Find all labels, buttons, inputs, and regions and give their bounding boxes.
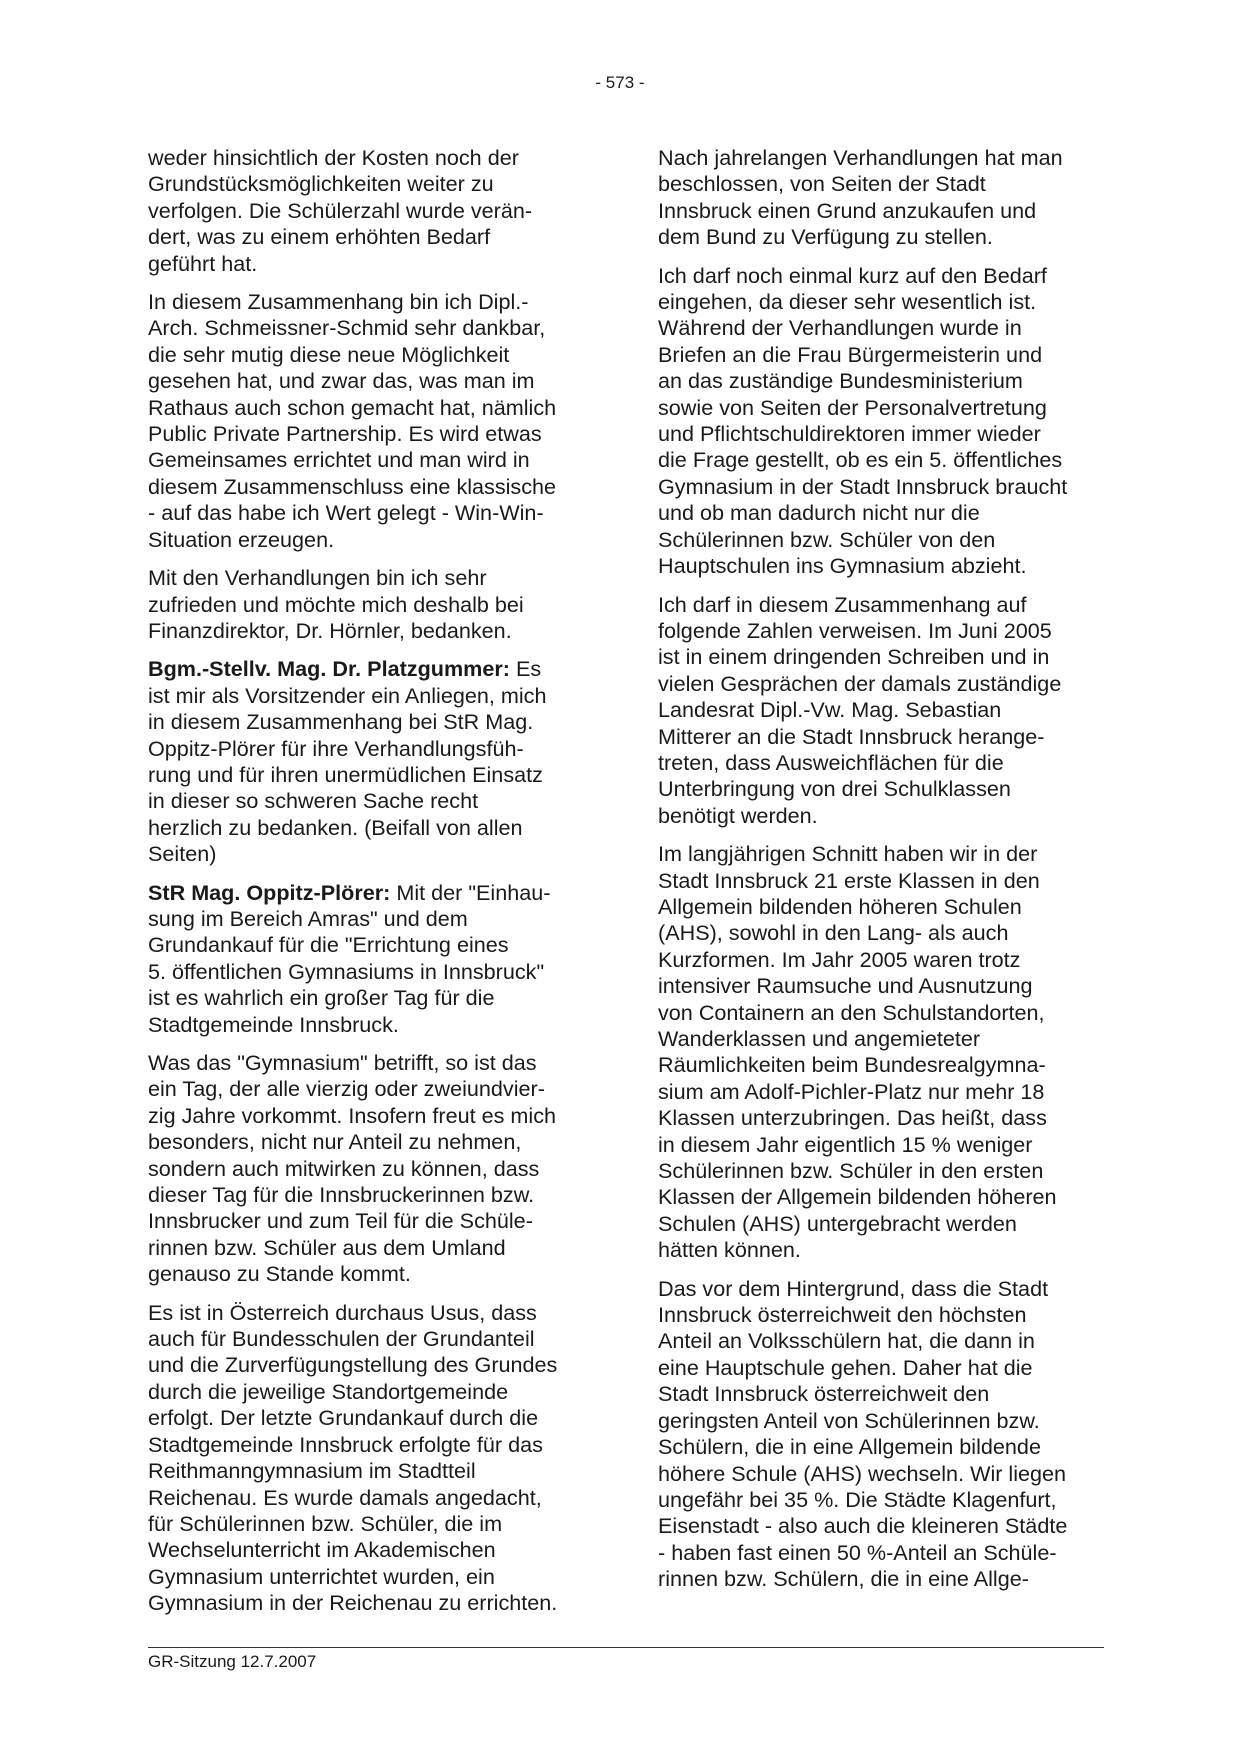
- speaker-name: StR Mag. Oppitz-Plörer:: [148, 879, 391, 905]
- text-line: sium am Adolf-Pichler-Platz nur mehr 18: [658, 1078, 1045, 1104]
- text-line: Gymnasium in der Stadt Innsbruck braucht: [658, 473, 1068, 499]
- text-line: Räumlichkeiten beim Bundesrealgymna-: [658, 1052, 1046, 1078]
- text-line: ein Tag, der alle vierzig oder zweiundvier-: [148, 1076, 545, 1102]
- text-line: in dieser so schweren Sache recht: [148, 788, 479, 814]
- text-line: von Containern an den Schulstandorten,: [658, 999, 1045, 1025]
- text-line: diesem Zusammenschluss eine klassische: [148, 473, 557, 499]
- text-line: Es ist in Österreich durchaus Usus, dass: [148, 1299, 537, 1325]
- text-line: Eisenstadt - also auch die kleineren Städte: [658, 1513, 1068, 1539]
- text-line: dert, was zu einem erhöhten Bedarf: [148, 224, 491, 250]
- text-line: intensiver Raumsuche und Ausnutzung: [658, 973, 1033, 999]
- text-line: Grundstücksmöglichkeiten weiter zu: [148, 171, 494, 197]
- text-line: Gemeinsames errichtet und man wird in: [148, 447, 530, 473]
- text-line: Kurzformen. Im Jahr 2005 waren trotz: [658, 946, 1021, 972]
- text-line: [148, 880, 593, 906]
- text-line: Finanzdirektor, Dr. Hörnler, bedanken.: [148, 617, 512, 643]
- text-line: Hauptschulen ins Gymnasium abzieht.: [658, 553, 1027, 579]
- text-line: Schülerinnen bzw. Schüler in den ersten: [658, 1158, 1044, 1184]
- text-line: sondern auch mitwirken zu können, dass: [148, 1155, 540, 1181]
- text-line: Reichenau. Es wurde damals angedacht,: [148, 1484, 542, 1510]
- text-line: - auf das habe ich Wert gelegt - Win-Win-: [148, 500, 544, 526]
- text-line: gesehen hat, und zwar das, was man im: [148, 368, 535, 394]
- right-column: [658, 145, 1108, 1605]
- text-line: Schülerinnen bzw. Schüler von den: [658, 526, 996, 552]
- text-line: Mit den Verhandlungen bin ich sehr: [148, 565, 487, 591]
- text-line: auch für Bundesschulen der Grundanteil: [148, 1326, 535, 1352]
- paragraph: [148, 289, 593, 553]
- paragraph: [658, 841, 1108, 1264]
- text-line: [148, 656, 593, 682]
- text-line: dieser Tag für die Innsbruckerinnen bzw.: [148, 1182, 535, 1208]
- text-line: erfolgt. Der letzte Grundankauf durch die: [148, 1405, 539, 1431]
- text-line: Innsbruck einen Grund anzukaufen und: [658, 197, 1037, 223]
- paragraph: [658, 145, 1108, 251]
- text-line: rinnen bzw. Schülern, die in eine Allge-: [658, 1566, 1029, 1592]
- text-line: und ob man dadurch nicht nur die: [658, 500, 980, 526]
- text-line: Gymnasium unterrichtet wurden, ein: [148, 1563, 495, 1589]
- text-line: in diesem Jahr eigentlich 15 % weniger: [658, 1131, 1033, 1157]
- text-line: eine Hauptschule gehen. Daher hat die: [658, 1354, 1033, 1380]
- text-line: - haben fast einen 50 %-Anteil an Schüle-: [658, 1539, 1057, 1565]
- text-line: die sehr mutig diese neue Möglichkeit: [148, 341, 510, 367]
- text-line: In diesem Zusammenhang bin ich Dipl.-: [148, 289, 529, 315]
- text-line: weder hinsichtlich der Kosten noch der: [148, 145, 519, 170]
- text-line: für Schülerinnen bzw. Schüler, die im: [148, 1510, 503, 1536]
- text-line: vielen Gesprächen der damals zuständige: [658, 670, 1062, 696]
- paragraph: [658, 592, 1108, 830]
- text-line: höhere Schule (AHS) wechseln. Wir liegen: [658, 1460, 1067, 1486]
- paragraph: [148, 1300, 593, 1617]
- text-line: ungefähr bei 35 %. Die Städte Klagenfurt,: [658, 1486, 1057, 1512]
- text-line: Nach jahrelangen Verhandlungen hat man: [658, 145, 1063, 170]
- text-line: und die Zurverfügungstellung des Grundes: [148, 1352, 558, 1378]
- paragraph: [148, 1050, 593, 1288]
- paragraph: [148, 880, 593, 1038]
- speaker-name: Bgm.-Stellv. Mag. Dr. Platzgummer:: [148, 656, 510, 682]
- text-line: Landesrat Dipl.-Vw. Mag. Sebastian: [658, 697, 1002, 723]
- text-line: Unterbringung von drei Schulklassen: [658, 776, 1011, 802]
- text-line: benötigt werden.: [658, 802, 818, 828]
- text-line: sung im Bereich Amras" und dem: [148, 905, 468, 931]
- text-line: Oppitz-Plörer für ihre Verhandlungsfüh-: [148, 735, 524, 761]
- paragraph: [148, 565, 593, 644]
- text-line: ist mir als Vorsitzender ein Anliegen, mich: [148, 682, 547, 708]
- text-line: herzlich zu bedanken. (Beifall von allen: [148, 814, 523, 840]
- text-line: Im langjährigen Schnitt haben wir in der: [658, 841, 1038, 867]
- text-line: geführt hat.: [148, 250, 258, 276]
- text-line: rinnen bzw. Schüler aus dem Umland: [148, 1234, 506, 1260]
- text-line: Stadtgemeinde Innsbruck erfolgte für das: [148, 1431, 543, 1457]
- text-line: Rathaus auch schon gemacht hat, nämlich: [148, 394, 557, 420]
- text-line: an das zuständige Bundesministerium: [658, 368, 1023, 394]
- left-column: [148, 145, 593, 1629]
- text-line: hätten können.: [658, 1237, 801, 1263]
- text-line: Ich darf in diesem Zusammenhang auf: [658, 591, 1027, 617]
- text-line: zig Jahre vorkommt. Insofern freut es mich: [148, 1102, 557, 1128]
- text-line: und Pflichtschuldirektoren immer wieder: [658, 421, 1041, 447]
- text-line: in diesem Zusammenhang bei StR Mag.: [148, 709, 534, 735]
- text-line: Ich darf noch einmal kurz auf den Bedarf: [658, 262, 1047, 288]
- text-line: ist in einem dringenden Schreiben und in: [658, 644, 1050, 670]
- text-line: Innsbrucker und zum Teil für die Schüle-: [148, 1208, 533, 1234]
- speech-text: Es: [509, 656, 542, 682]
- paragraph: [658, 263, 1108, 580]
- text-line: Seiten): [148, 841, 217, 867]
- text-line: Stadt Innsbruck österreichweit den: [658, 1381, 990, 1407]
- text-line: zufrieden und möchte mich deshalb bei: [148, 591, 524, 617]
- text-line: Was das "Gymnasium" betrifft, so ist das: [148, 1050, 537, 1075]
- text-line: Situation erzeugen.: [148, 526, 335, 552]
- paragraph: [148, 656, 593, 867]
- text-line: eingehen, da dieser sehr wesentlich ist.: [658, 289, 1037, 315]
- text-line: Anteil an Volksschülern hat, die dann in: [658, 1328, 1035, 1354]
- text-line: verfolgen. Die Schülerzahl wurde verän-: [148, 197, 533, 223]
- text-line: Das vor dem Hintergrund, dass die Stadt: [658, 1275, 1049, 1301]
- text-line: Gymnasium in der Reichenau zu errichten.: [148, 1590, 558, 1616]
- page-number: - 573 -: [595, 73, 645, 92]
- text-line: geringsten Anteil von Schülerinnen bzw.: [658, 1407, 1040, 1433]
- text-line: Grundankauf für die "Errichtung eines: [148, 932, 509, 958]
- text-line: rung und für ihren unermüdlichen Einsatz: [148, 761, 543, 787]
- text-line: Klassen unterzubringen. Das heißt, dass: [658, 1105, 1047, 1131]
- text-line: Public Private Partnership. Es wird etwas: [148, 421, 542, 447]
- text-line: dem Bund zu Verfügung zu stellen.: [658, 224, 993, 250]
- text-line: beschlossen, von Seiten der Stadt: [658, 171, 986, 197]
- text-line: Schulen (AHS) untergebracht werden: [658, 1210, 1017, 1236]
- text-line: Allgemein bildenden höheren Schulen: [658, 893, 1022, 919]
- footer-session-date: GR-Sitzung 12.7.2007: [148, 1652, 317, 1671]
- text-line: Reithmanngymnasium im Stadtteil: [148, 1458, 476, 1484]
- text-line: 5. öffentlichen Gymnasiums in Innsbruck": [148, 958, 545, 984]
- text-line: Arch. Schmeissner-Schmid sehr dankbar,: [148, 315, 546, 341]
- text-line: Stadt Innsbruck 21 erste Klassen in den: [658, 867, 1040, 893]
- text-line: (AHS), sowohl in den Lang- als auch: [658, 920, 1009, 946]
- text-line: die Frage gestellt, ob es ein 5. öffentliches: [658, 447, 1063, 473]
- text-line: Wanderklassen und angemieteter: [658, 1026, 981, 1051]
- text-line: folgende Zahlen verweisen. Im Juni 2005: [658, 617, 1052, 643]
- text-line: Briefen an die Frau Bürgermeisterin und: [658, 341, 1043, 367]
- text-line: Wechselunterricht im Akademischen: [148, 1537, 496, 1563]
- text-line: ist es wahrlich ein großer Tag für die: [148, 985, 495, 1011]
- footer-divider: [148, 1647, 1104, 1648]
- paragraph: [148, 145, 593, 277]
- speech-text: Mit der "Einhau-: [390, 879, 551, 905]
- text-line: treten, dass Ausweichflächen für die: [658, 749, 1004, 775]
- text-line: besonders, nicht nur Anteil zu nehmen,: [148, 1129, 522, 1155]
- text-line: Schülern, die in eine Allgemein bildende: [658, 1434, 1041, 1460]
- text-line: Innsbruck österreichweit den höchsten: [658, 1302, 1027, 1328]
- text-line: Stadtgemeinde Innsbruck.: [148, 1011, 399, 1037]
- text-line: Klassen der Allgemein bildenden höheren: [658, 1184, 1057, 1210]
- paragraph: [658, 1276, 1108, 1593]
- text-line: Mitterer an die Stadt Innsbruck herange-: [658, 723, 1045, 749]
- text-line: sowie von Seiten der Personalvertretung: [658, 394, 1047, 420]
- text-line: genauso zu Stande kommt.: [148, 1261, 411, 1287]
- text-line: durch die jeweilige Standortgemeinde: [148, 1378, 509, 1404]
- text-line: Während der Verhandlungen wurde in: [658, 315, 1022, 341]
